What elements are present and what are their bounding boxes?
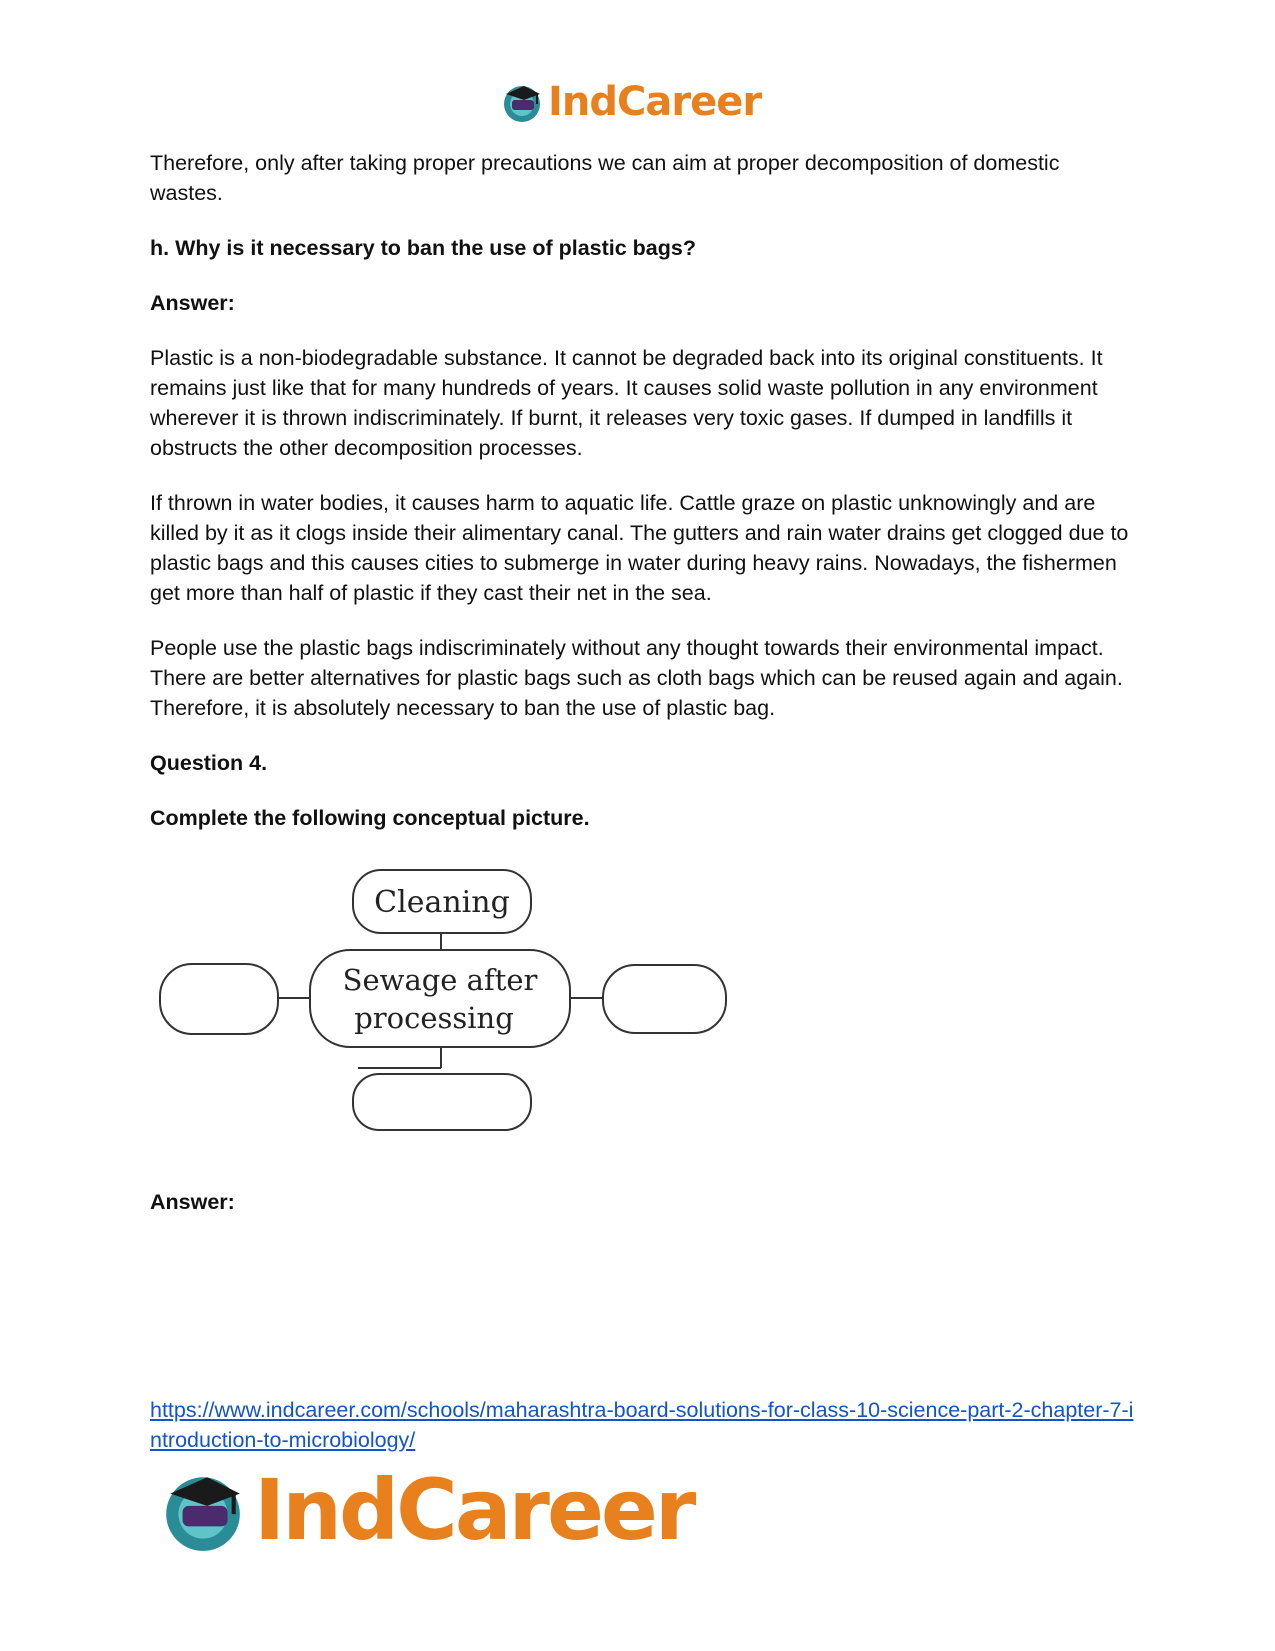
node-top-label: Cleaning: [374, 885, 510, 920]
node-center-label-2: processing: [354, 1001, 514, 1035]
question-4-text: Complete the following conceptual picture.: [150, 806, 590, 830]
node-bottom: [353, 1074, 531, 1130]
answer-label: Answer:: [150, 291, 235, 315]
answer-label-2: Answer:: [150, 1190, 235, 1214]
question-4: Question 4.: [150, 751, 268, 775]
graduation-globe-icon: [158, 1465, 248, 1555]
logo-text: IndCareer: [254, 1461, 694, 1559]
concept-diagram: [158, 868, 748, 1148]
paragraph-plastic-nonbiodegradable: Plastic is a non-biodegradable substance. It cannot be degraded back into its original constituents. It remains just like that for many hundreds of years. It causes solid waste pollution in any environment wherever it is thrown indiscriminately. If burnt, it releases very toxic gases. If dumped in landfills it obstructs the other decomposition processes.: [150, 346, 1103, 460]
document-body: [150, 148, 1135, 858]
node-left: [160, 964, 278, 1034]
footer-logo: [158, 1460, 698, 1560]
node-center-label-1: Sewage after: [342, 963, 538, 997]
paragraph-water-bodies: If thrown in water bodies, it causes harm to aquatic life. Cattle graze on plastic unknowingly and are killed by it as it clogs inside their alimentary canal. The gutters and rain water drains get clogged due to plastic bags and this causes cities to submerge in water during heavy rains. Nowadays, the fishermen get more than half of plastic if they cast their net in the sea.: [150, 491, 1129, 605]
graduation-globe-icon: [500, 80, 544, 124]
source-link[interactable]: https://www.indcareer.com/schools/maharashtra-board-solutions-for-class-10-science-part-2-chapter-7-introduction-to-microbiology/: [150, 1398, 1134, 1452]
node-right: [603, 965, 726, 1033]
paragraph-alternatives: People use the plastic bags indiscriminately without any thought towards their environmental impact. There are better alternatives for plastic bags such as cloth bags which can be reused again and again. Therefore, it is absolutely necessary to ban the use of plastic bag.: [150, 636, 1123, 720]
paragraph-precautions: Therefore, only after taking proper precautions we can aim at proper decomposition of domestic wastes.: [150, 151, 1060, 205]
question-h: h. Why is it necessary to ban the use of plastic bags?: [150, 236, 696, 260]
logo-text: IndCareer: [548, 79, 762, 125]
header-logo: [500, 78, 780, 126]
